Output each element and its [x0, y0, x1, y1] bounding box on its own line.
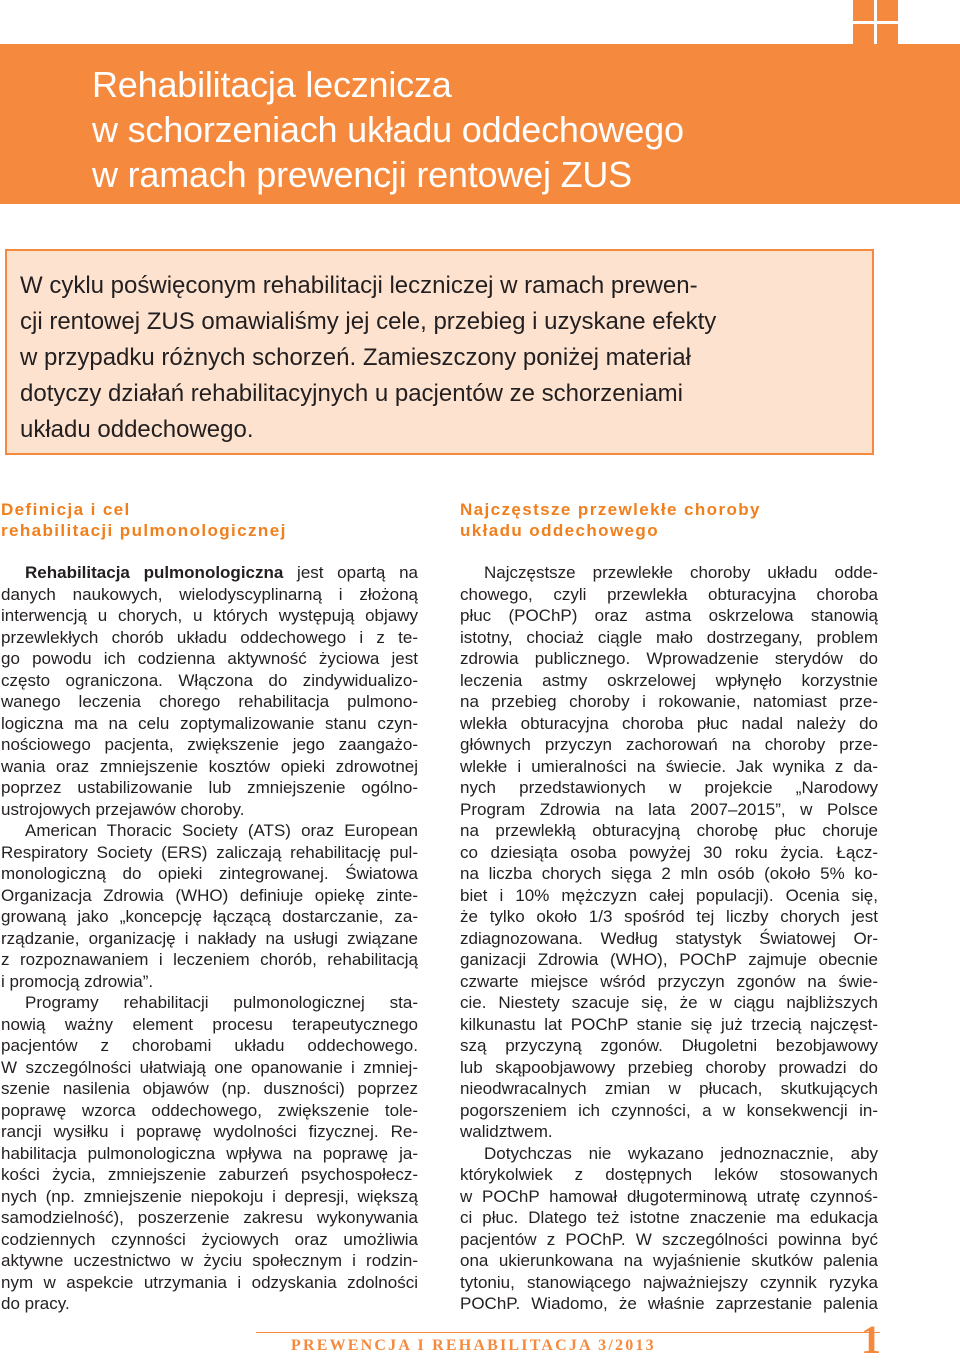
body-line: chowego, czyli przewlekła obturacyjna choroba — [460, 584, 878, 604]
body-line: lub skąpoobjawowy przebieg choroby prowadzi do — [460, 1057, 878, 1077]
body-line: często ograniczona. Włączona do zindywidualizo- — [1, 670, 418, 690]
footer-divider — [256, 1332, 880, 1333]
body-line: walidztwem. — [460, 1122, 553, 1141]
body-line: na przebieg choroby i rokowanie, natomiast prze- — [460, 692, 878, 711]
body-line: kości życia, zmniejszenie zaburzeń psychospołecz- — [1, 1165, 418, 1184]
body-line: Dotychczas nie wykazano jednoznacznie, aby — [484, 1143, 878, 1163]
body-line: POChP. Wiadomo, że właśnie zaprzestanie palenia — [460, 1294, 878, 1313]
body-line: nych przedstawionych w projekcie „Narodowy — [460, 778, 878, 797]
body-line: Organizacja Zdrowia (WHO) definiuje opiekę zinte- — [1, 885, 418, 905]
body-line: że tylko około 1/3 spośród tej liczby chorych jest — [460, 907, 878, 926]
body-line: ustrojowych przejawów choroby. — [1, 799, 245, 819]
heading-line: Definicja i cel — [1, 500, 131, 519]
body-line: istotny, chociaż ciągle mało dostrzegany, problem — [460, 627, 878, 647]
body-line: monologiczną do opieki zintegrowanej. Światowa — [1, 864, 418, 883]
lead-rest: jest opartą na — [283, 563, 418, 582]
body-line: ona ukierunkowana na wyjaśnienie skutków palenia — [460, 1251, 878, 1270]
body-line: szą przyczyną zgonów. Długoletni bezobjawowy — [460, 1036, 878, 1055]
lead-term: Rehabilitacja pulmonologiczna — [25, 563, 284, 582]
journal-footer: PREWENCJA I REHABILITACJA 3/2013 — [291, 1337, 656, 1354]
intro-line: W cyklu poświęconym rehabilitacji leczniczej w ramach prewen- — [20, 272, 698, 299]
intro-line: w przypadku różnych schorzeń. Zamieszczony poniżej materiał — [20, 344, 691, 371]
body-line: go powodu ich codzienna aktywność życiowa jest — [1, 649, 418, 668]
body-line: leczenia astmy oskrzelowej wpłynęło korzystnie — [460, 670, 878, 690]
page-title-line: w schorzeniach układu oddechowego — [92, 109, 684, 150]
body-line: wlekła obturacyjna choroba płuc nadal należy do — [460, 713, 878, 733]
body-line: pogorszeniem ich czynności, a w konsekwencji in- — [460, 1100, 878, 1120]
body-line: Najczęstsze przewlekłe choroby układu odde- — [484, 563, 878, 582]
body-line: zdiagnozowana. Według statystyk Światowej Or- — [460, 928, 878, 948]
body-line: kilkunastu lat POChP stanie się już trzecią najczęst- — [460, 1014, 878, 1034]
left-column-text — [1, 562, 418, 1315]
heading-line: rehabilitacji pulmonologicznej — [1, 521, 287, 540]
body-line: którykolwiek z dostępnych leków stosowanych — [460, 1165, 878, 1184]
body-line: nowią ważny element procesu terapeutycznego — [1, 1014, 418, 1034]
body-line: pacjentów z chorobami układu oddechowego. — [1, 1036, 418, 1055]
body-line: na przewlekłą obturacyjną chorobę płuc choruje — [460, 821, 878, 840]
body-line: codziennych czynności życiowych oraz umożliwia — [1, 1229, 418, 1249]
body-line: pacjentów z POChP. W szczególności powinna być — [460, 1229, 878, 1249]
body-line: Program Zdrowia na lata 2007–2015”, w Polsce — [460, 799, 878, 819]
body-line: szenie nasilenia objawów (np. duszności) poprzez — [1, 1079, 418, 1098]
body-line: cie. Niestety szacuje się, że w ciągu najbliższych — [460, 993, 878, 1012]
body-line: interwencją u chorych, u których występują objawy — [1, 606, 418, 625]
body-line: danych naukowych, wielodyscyplinarną i złożoną — [1, 584, 418, 604]
intro-line: układu oddechowego. — [20, 416, 254, 443]
body-line: aktywne uczestnictwo w życiu społecznym i rodzin- — [1, 1251, 418, 1270]
body-line: poprawę wzorca oddechowego, zwiększenie tole- — [1, 1100, 418, 1120]
page-title-line: w ramach prewencji rentowej ZUS — [92, 154, 632, 195]
body-line: w POChP hamował długoterminową utratę czynnoś- — [460, 1186, 878, 1206]
body-line: habilitacja pulmonologiczna wpływa na poprawę ja- — [1, 1143, 418, 1163]
body-line: nościowego pacjenta, zwiększenie jego zaangażo- — [1, 735, 418, 754]
heading-line: Najczęstsze przewlekłe choroby — [460, 500, 761, 519]
body-line: samodzielność), poszerzenie zakresu wykonywania — [1, 1208, 418, 1227]
title-banner — [0, 44, 960, 204]
body-line: przewlekłych chorób układu oddechowego i z te- — [1, 627, 418, 647]
body-line: co dziesiąta osoba powyżej 30 roku życia. Łącz- — [460, 842, 878, 862]
body-line: płuc (POChP) oraz astma oskrzelowa stanowią — [460, 606, 878, 625]
body-line: i promocją zdrowia”. — [1, 971, 154, 991]
body-line: W szczególności ułatwiają one opanowanie i zmniej- — [1, 1057, 418, 1077]
body-line: ci płuc. Dlatego też istotne znaczenie ma edukacja — [460, 1208, 878, 1227]
intro-line: dotyczy działań rehabilitacyjnych u pacjentów ze schorzeniami — [20, 380, 683, 407]
body-line: do pracy. — [1, 1294, 70, 1313]
body-line: zdrowia publicznego. Wprowadzenie sterydów do — [460, 649, 878, 668]
body-line — [1, 562, 418, 584]
body-line: American Thoracic Society (ATS) oraz European — [25, 821, 418, 840]
page-title-line: Rehabilitacja lecznicza — [92, 64, 452, 105]
body-line: wania oraz zmniejszenie kosztów opieki zdrowotnej — [1, 756, 418, 776]
body-line: nieodwracalnych zmian w płucach, skutkujących — [460, 1079, 878, 1098]
intro-box — [5, 249, 874, 455]
body-line: nym w aspekcie utrzymania i odzyskania zdolności — [1, 1272, 418, 1292]
body-line: wanego leczenia chorego rehabilitacja pulmono- — [1, 692, 418, 711]
body-line: logiczna ma na celu zoptymalizowanie stanu czyn- — [1, 713, 418, 733]
body-line: Programy rehabilitacji pulmonologicznej sta- — [25, 993, 418, 1012]
body-line: nych (np. zmniejszenie niepokoju i depresji, większą — [1, 1186, 418, 1206]
body-line: z rozpoznawaniem i leczeniem chorób, rehabilitacją — [1, 950, 418, 969]
body-line: rządzanie, organizację i nakłady na usługi związane — [1, 928, 418, 948]
page-number: 1 — [861, 1317, 881, 1362]
heading-line: układu oddechowego — [460, 521, 659, 540]
body-line: głównych przyczyn zachorowań na choroby prze- — [460, 735, 878, 754]
body-line: ganizacji Zdrowia (WHO), POChP zajmuje obecnie — [460, 950, 878, 969]
intro-line: cji rentowej ZUS omawialiśmy jej cele, przebieg i uzyskane efekty — [20, 308, 717, 335]
body-line: Respiratory Society (ERS) zaliczają rehabilitację pul- — [1, 842, 418, 862]
body-line: biet i 10% mężczyzn całej populacji). Ocenia się, — [460, 885, 878, 905]
body-line: na liczba chorych sięga 2 mln osób (około 5% ko- — [460, 864, 878, 883]
body-line: wlekłe i umieralności na świecie. Jak wynika z da- — [460, 756, 878, 776]
right-column-text — [460, 562, 878, 1315]
body-line: rancji wysiłku i poprawę wydolności fizycznej. Re- — [1, 1122, 418, 1141]
right-section-heading — [460, 499, 761, 541]
body-line: tytoniu, stanowiącego najważniejszy czynnik ryzyka — [460, 1272, 878, 1292]
body-line: growaną jako „koncepcję łączącą dostarczanie, za- — [1, 907, 418, 926]
body-line: czwarte miejsce wśród przyczyn zgonów na świe- — [460, 971, 878, 991]
left-section-heading — [1, 499, 287, 541]
body-line: poprzez ustabilizowanie lub zmniejszenie ogólno- — [1, 778, 418, 797]
